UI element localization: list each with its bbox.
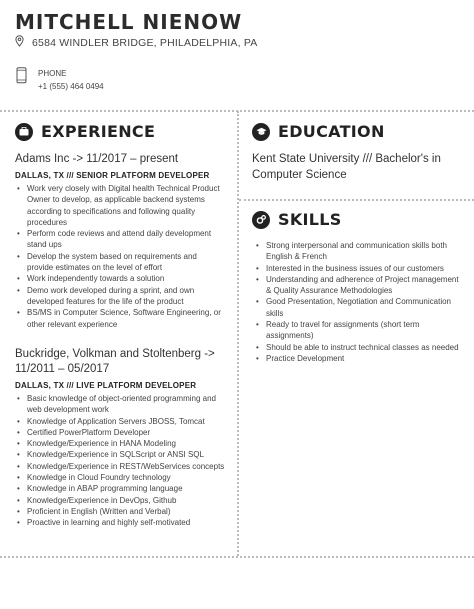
phone-value: +1 (555) 464 0494 [38, 82, 104, 91]
list-item: • Proactive in learning and highly self-motivated [15, 517, 225, 528]
experience-section-title [15, 122, 155, 141]
job-2 [15, 347, 225, 529]
list-item: • Knowledge/Experience in REST/WebServices concepts [15, 461, 225, 472]
experience-heading: EXPERIENCE [41, 122, 156, 141]
address-text: 6584 WINDLER BRIDGE, PHILADELPHIA, PA [32, 36, 258, 49]
job-1-bullets [15, 183, 225, 330]
skills-list [254, 240, 459, 364]
list-item: • Demo work developed during a sprint, and own developed features for the life of the product [15, 285, 225, 308]
job-heading: Buckridge, Volkman and Stoltenberg -> 11/2011 – 05/2017 [15, 348, 215, 375]
job-1 [15, 152, 225, 330]
location-pin-icon [15, 35, 24, 50]
graduation-cap-icon [252, 123, 270, 141]
job-subheading: DALLAS, TX /// LIVE PLATFORM DEVELOPER [15, 381, 197, 390]
phone-row [15, 67, 104, 93]
address-row [15, 35, 257, 50]
education-divider [239, 199, 474, 201]
list-item: • Certified PowerPlatform Developer [15, 427, 225, 438]
list-item: • Interested in the business issues of our customers [254, 263, 459, 274]
list-item: • Ready to travel for assignments (short term assignments) [254, 319, 459, 342]
list-item: • Basic knowledge of object-oriented programming and web development work [15, 393, 225, 416]
phone-icon [15, 67, 28, 93]
list-item: • Knowledge of Application Servers JBOSS, Tomcat [15, 416, 225, 427]
list-item: • Understanding and adherence of Project management & Quality Assurance Methodologies [254, 274, 459, 297]
list-item: • BS/MS in Computer Science, Software Engineering, or other relevant experience [15, 307, 225, 330]
education-entry: Kent State University /// Bachelor's in Computer Science [252, 153, 441, 181]
list-item: • Work independently towards a solution [15, 273, 225, 284]
list-item: • Knowledge in Cloud Foundry technology [15, 472, 225, 483]
skills-heading: SKILLS [278, 210, 342, 229]
list-item: • Develop the system based on requirements and provide estimates on the level of effort [15, 251, 225, 274]
education-section-title [252, 122, 385, 141]
job-heading: Adams Inc -> 11/2017 – present [15, 153, 179, 165]
skills-section-title [252, 210, 342, 229]
list-item: • Proficient in English (Written and Verbal) [15, 506, 225, 517]
column-divider [237, 111, 239, 556]
job-2-bullets [15, 393, 225, 529]
list-item: • Work very closely with Digital health Technical Product Owner to develop, as applicable backend systems according to specifications and following quality procedures [15, 183, 225, 228]
list-item: • Perform code reviews and attend daily development stand ups [15, 228, 225, 251]
briefcase-icon [15, 123, 33, 141]
education-heading: EDUCATION [278, 122, 385, 141]
list-item: • Knowledge/Experience in SQLScript or ANSI SQL [15, 449, 225, 460]
list-item: • Should be able to instruct technical classes as needed [254, 342, 459, 353]
gears-icon [252, 211, 270, 229]
list-item: • Knowledge in ABAP programming language [15, 483, 225, 494]
phone-label: PHONE [38, 69, 67, 78]
list-item: • Knowledge/Experience in DevOps, Github [15, 495, 225, 506]
job-subheading: DALLAS, TX /// SENIOR PLATFORM DEVELOPER [15, 171, 210, 180]
list-item: • Good Presentation, Negotiation and Communication skills [254, 296, 459, 319]
resume-name: MITCHELL NIENOW [15, 10, 243, 34]
list-item: • Strong interpersonal and communication skills both English & French [254, 240, 459, 263]
list-item: • Practice Development [254, 353, 459, 364]
bottom-divider [0, 556, 474, 558]
list-item: • Knowledge/Experience in HANA Modeling [15, 438, 225, 449]
